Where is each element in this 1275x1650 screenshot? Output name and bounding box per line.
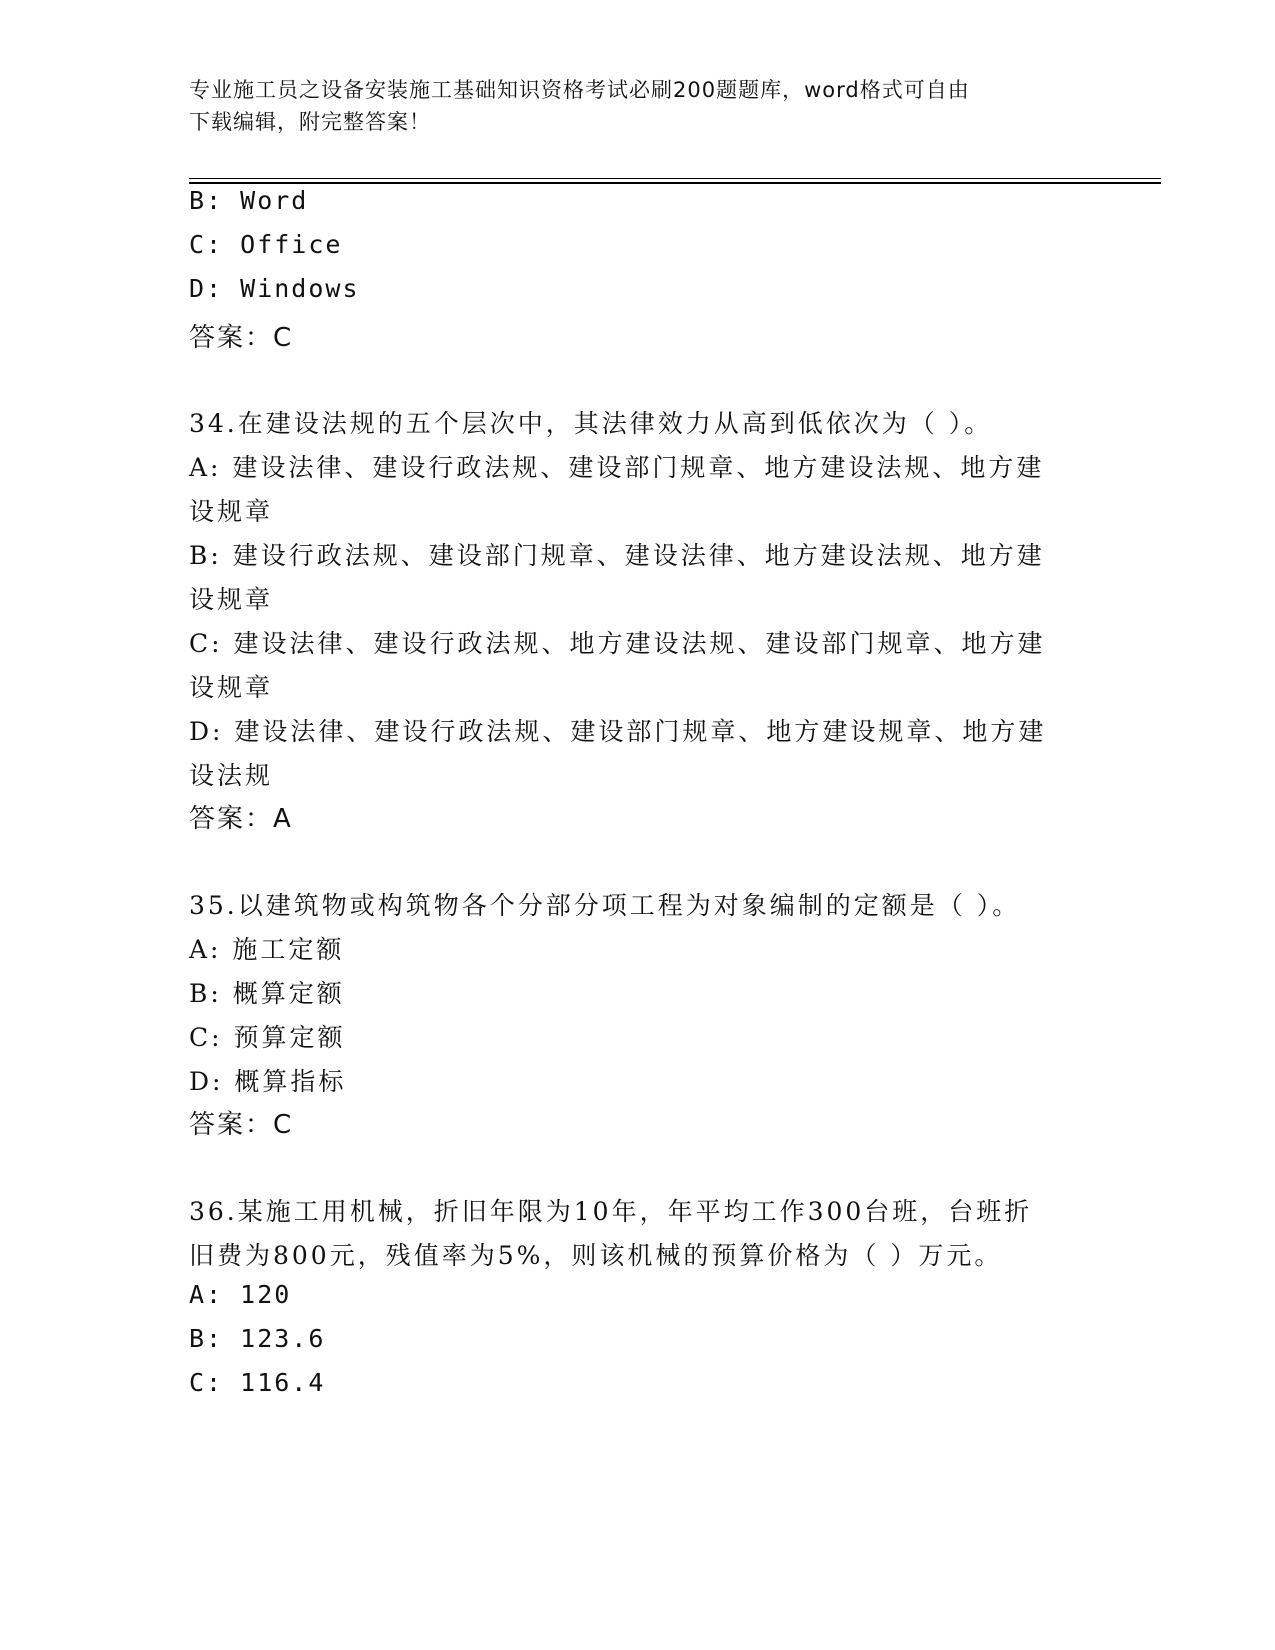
- q35-option-c: C: 预算定额: [189, 1023, 346, 1052]
- q34-stem: 34.在建设法规的五个层次中，其法律效力从高到低依次为（ ）。: [189, 409, 993, 438]
- q36-stem-line-2: 旧费为800元，残值率为5%，则该机械的预算价格为（ ）万元。: [189, 1241, 1003, 1270]
- header-divider-top: [189, 178, 1161, 179]
- q35-option-b: B: 概算定额: [189, 979, 345, 1008]
- q34-answer: 答案：A: [189, 804, 293, 834]
- q34-option-c-line-1: C: 建设法律、建设行政法规、地方建设法规、建设部门规章、地方建: [189, 629, 1046, 658]
- q35-option-a: A: 施工定额: [189, 935, 345, 964]
- q35-stem: 35.以建筑物或构筑物各个分部分项工程为对象编制的定额是（ ）。: [189, 891, 1021, 920]
- q33-option-c: C: Office: [189, 230, 343, 259]
- page-header: [189, 74, 1089, 138]
- q33-option-b: B: Word: [189, 186, 309, 215]
- q35-answer: 答案：C: [189, 1110, 294, 1140]
- q33-answer: 答案：C: [189, 323, 294, 353]
- q36-option-c: C: 116.4: [189, 1368, 326, 1397]
- q34-option-b-line-1: B: 建设行政法规、建设部门规章、建设法律、地方建设法规、地方建: [189, 541, 1045, 570]
- header-title-line-2: 下载编辑，附完整答案！: [189, 110, 431, 134]
- q34-option-a-line-1: A: 建设法律、建设行政法规、建设部门规章、地方建设法规、地方建: [189, 453, 1045, 482]
- q34-option-b-line-2: 设规章: [189, 585, 274, 614]
- q36-option-a: A: 120: [189, 1280, 292, 1309]
- q34-option-d-line-2: 设法规: [189, 761, 274, 790]
- q33-option-d: D: Windows: [189, 274, 360, 303]
- header-title-line-1: 专业施工员之设备安装施工基础知识资格考试必刷200题题库，word格式可自由: [189, 78, 970, 102]
- q36-stem-line-1: 36.某施工用机械，折旧年限为10年，年平均工作300台班，台班折: [189, 1197, 1033, 1226]
- q34-option-d-line-1: D: 建设法律、建设行政法规、建设部门规章、地方建设规章、地方建: [189, 717, 1047, 746]
- q36-option-b: B: 123.6: [189, 1324, 326, 1353]
- q34-option-c-line-2: 设规章: [189, 673, 274, 702]
- header-divider-bottom: [189, 182, 1161, 184]
- q35-option-d: D: 概算指标: [189, 1067, 347, 1096]
- q34-option-a-line-2: 设规章: [189, 497, 274, 526]
